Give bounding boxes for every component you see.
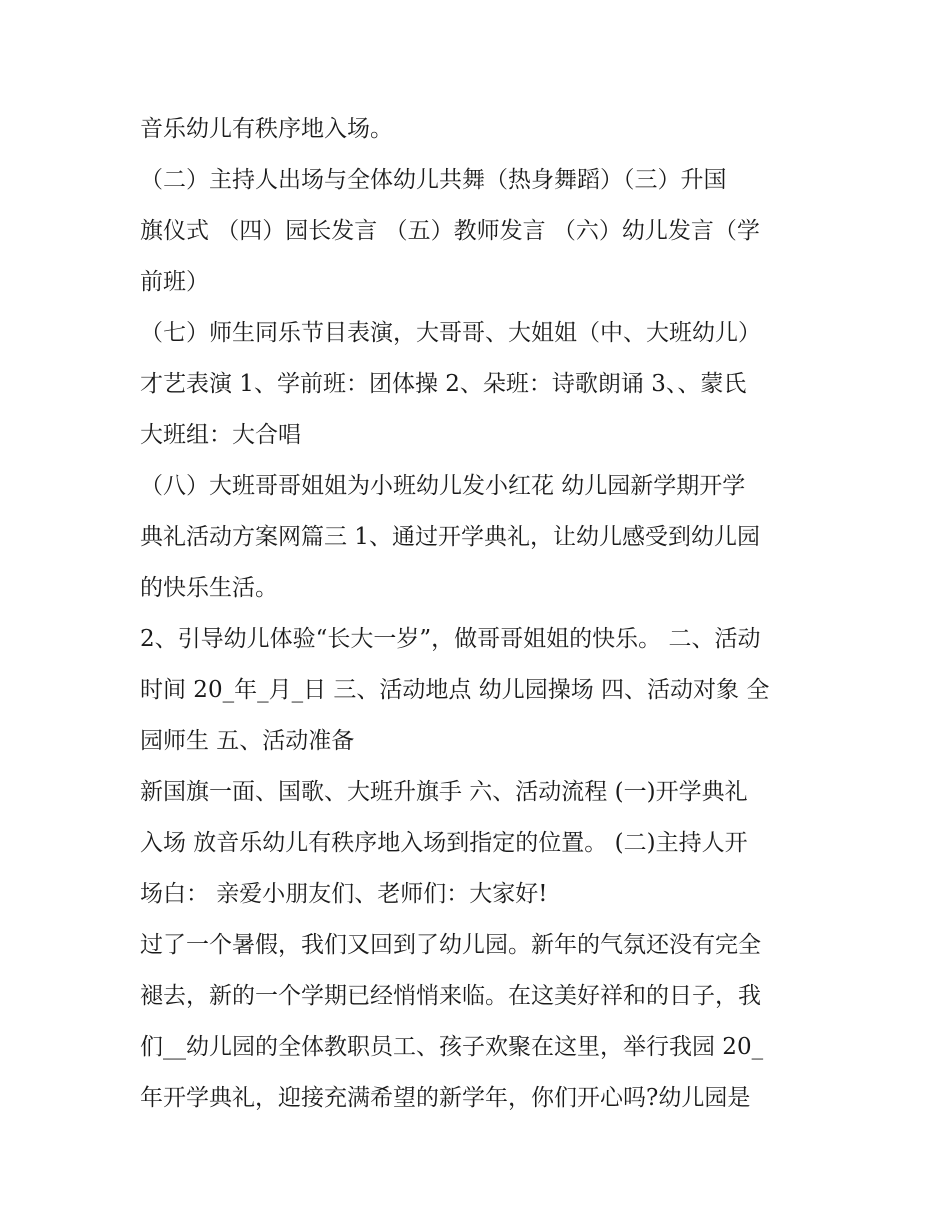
text-line: 大班组：大合唱 (140, 422, 301, 448)
text-line: 入场 放音乐幼儿有秩序地入场到指定的位置。 (二)主持人开 (140, 830, 748, 856)
text-line: 过了一个暑假，我们又回到了幼儿园。新年的气氛还没有完全 (140, 932, 761, 958)
text-line: 前班） (140, 269, 209, 295)
text-line: 场白： 亲爱小朋友们、老师们：大家好! (140, 881, 548, 907)
text-line: 时间 20_年_月_日 三、活动地点 幼儿园操场 四、活动对象 全 (140, 677, 770, 703)
text-line: （二）主持人出场与全体幼儿共舞（热身舞蹈）（三）升国 (140, 167, 727, 193)
text-line: 2、引导幼儿体验“长大一岁”，做哥哥姐姐的快乐。 二、活动 (140, 626, 761, 652)
text-line: 音乐幼儿有秩序地入场。 (140, 116, 393, 142)
text-line: （七）师生同乐节目表演，大哥哥、大姐姐（中、大班幼儿） (140, 320, 761, 346)
text-line: 褪去，新的一个学期已经悄悄来临。在这美好祥和的日子，我 (140, 983, 761, 1009)
text-line: 们__幼儿园的全体教职员工、孩子欢聚在这里，举行我园 20_ (140, 1034, 764, 1060)
text-line: 年开学典礼，迎接充满希望的新学年，你们开心吗?幼儿园是 (140, 1085, 751, 1111)
text-line: 典礼活动方案网篇三 1、通过开学典礼，让幼儿感受到幼儿园 (140, 524, 760, 550)
text-line: 才艺表演 1、学前班：团体操 2、朵班：诗歌朗诵 3、、蒙氏 (140, 371, 747, 397)
document-body (140, 104, 820, 1124)
text-line: 新国旗一面、国歌、大班升旗手 六、活动流程 (一)开学典礼 (140, 779, 748, 805)
text-line: 旗仪式 （四）园长发言 （五）教师发言 （六）幼儿发言（学 (140, 218, 760, 244)
text-line: （八）大班哥哥姐姐为小班幼儿发小红花 幼儿园新学期开学 (140, 473, 746, 499)
text-line: 园师生 五、活动准备 (140, 728, 355, 754)
text-line: 的快乐生活。 (140, 575, 278, 601)
